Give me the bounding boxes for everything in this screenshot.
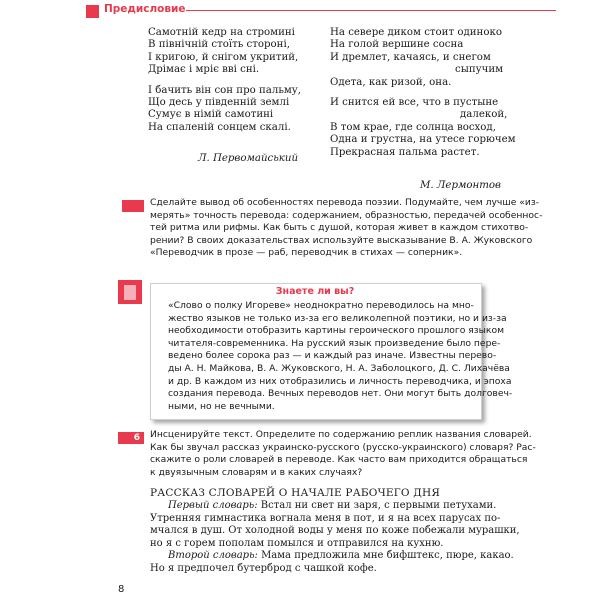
dyk-line: ведено более сорока раз — и каждый раз иначе. Известны перево- — [168, 350, 497, 362]
poem-line: І кригою, й снігом укритий, — [148, 51, 299, 63]
poem-line: На спаленій сонцем скалі. — [148, 121, 291, 133]
poem-line: Одна и грустна, на утесе горючем — [330, 134, 516, 146]
task-number-badge: 6 — [118, 432, 144, 444]
poem-line: В том крае, где солнца восход, — [330, 121, 496, 133]
task-line: скажите о роли словарей в переводе. Как часто вам приходится обращаться — [150, 454, 528, 465]
speaker-label: Первый словарь: — [168, 500, 258, 511]
task-line: Как бы звучал рассказ украинско-русского (русско-украинского) словаря? Рас- — [150, 441, 536, 453]
story-line — [150, 500, 540, 513]
task-line: Сделайте вывод об особенностях перевода поэзии. Подумайте, чем лучше «из- — [150, 197, 540, 208]
did-you-know-title: Знаете ли вы? — [275, 286, 355, 297]
poem-line: На севере диком стоит одиноко — [330, 27, 502, 38]
poem-line: Одета, как ризой, она. — [330, 76, 452, 88]
task-line: к двуязычным словарям и в каких случаях? — [150, 466, 363, 478]
poem-line: И снится ей все, что в пустыне — [330, 97, 499, 109]
header-marker — [86, 5, 99, 18]
dyk-line: необходимости отобразить картины героического прошлого языком — [168, 325, 505, 337]
task-line: тей ритма или рифмы. Как быть с душой, которая живет в каждом стихотво- — [150, 222, 529, 233]
story-line-rest: Мама предложила мне бифштекс, пюре, какао. — [257, 550, 514, 562]
dyk-line: ды А. Н. Майкова, В. А. Жуковского, Н. А. Заболоцкого, Д. С. Лихачёва — [168, 362, 510, 374]
speaker-label: Второй словарь: — [168, 550, 258, 562]
poem-russian — [330, 27, 516, 159]
story-title: РАССКАЗ СЛОВАРЕЙ О НАЧАЛЕ РАБОЧЕГО ДНЯ — [150, 487, 441, 499]
task-line: мерять» точность перевода: содержанием, образностью, передачей особеннос- — [150, 209, 543, 221]
did-you-know-text — [168, 300, 513, 413]
poem-line: Прекрасная пальма растет. — [330, 146, 480, 158]
task-line: рении? В своих доказательствах используйте высказывание В. А. Жуковского — [150, 234, 533, 246]
poem-line: В північній стоїть стороні, — [148, 39, 290, 51]
task-line: Инсценируйте текст. Определите по содержанию реплик названия словарей. — [150, 429, 532, 440]
dyk-line: жество языков не только из-за его великолепной поэтики, но и из-за — [168, 312, 507, 324]
poem-line: Сумує в німій самотині — [148, 109, 274, 121]
poem-line: Дрімає і мріє вві сні. — [148, 64, 260, 76]
task-text — [150, 197, 550, 260]
dyk-line: «Слово о полку Игореве» неоднократно переводилось на мно- — [168, 300, 474, 311]
story-line: Но я предпочел бутерброд с чашкой кофе. — [150, 562, 377, 574]
poem-line: Що десь у південній землі — [148, 97, 290, 109]
poem-line: далекой, — [460, 109, 508, 121]
dyk-line: ными, но не вечными. — [168, 400, 275, 412]
story-line-rest: Встал ни свет ни заря, с первыми петухами. — [257, 500, 497, 511]
story-line: мчался в душ. От холодной воды у меня по коже побежали мурашки, — [150, 525, 520, 537]
page-number: 8 — [118, 584, 125, 595]
story-line — [150, 550, 540, 563]
dyk-line: читателя-современника. На русский язык произведение было пере- — [168, 337, 501, 349]
task-text — [150, 429, 550, 479]
poem-ukrainian — [148, 27, 301, 134]
story-line: но я с горем пополам помылся и отправился на кухню. — [150, 537, 444, 549]
poem-ukrainian-author: Л. Первомайський — [198, 153, 299, 164]
poem-russian-author: М. Лермонтов — [420, 180, 501, 191]
poem-line: Самотній кедр на стромині — [148, 27, 295, 38]
section-title: Предисловие — [104, 3, 186, 15]
poem-line: На голой вершине сосна — [330, 39, 464, 51]
story-line: Утренняя гимнастика вогнала меня в пот, и я на всех парусах по- — [150, 512, 501, 524]
task-line: «Переводчик в прозе — раб, переводчик в стихах — соперник». — [150, 247, 463, 258]
poem-line: І бачить він сон про пальму, — [148, 84, 302, 96]
document-icon-page — [124, 285, 136, 300]
dyk-line: и др. В каждом из них отобразились и личность переводчика, и эпоха — [168, 375, 512, 387]
poem-line: сыпучим — [455, 64, 504, 76]
task-marker — [122, 200, 144, 212]
dyk-line: создания перевода. Вечных переводов нет. Они могут быть долговеч- — [168, 388, 513, 400]
story-text — [150, 500, 540, 576]
header-rule — [186, 10, 556, 11]
poem-line: И дремлет, качаясь, и снегом — [330, 51, 491, 63]
